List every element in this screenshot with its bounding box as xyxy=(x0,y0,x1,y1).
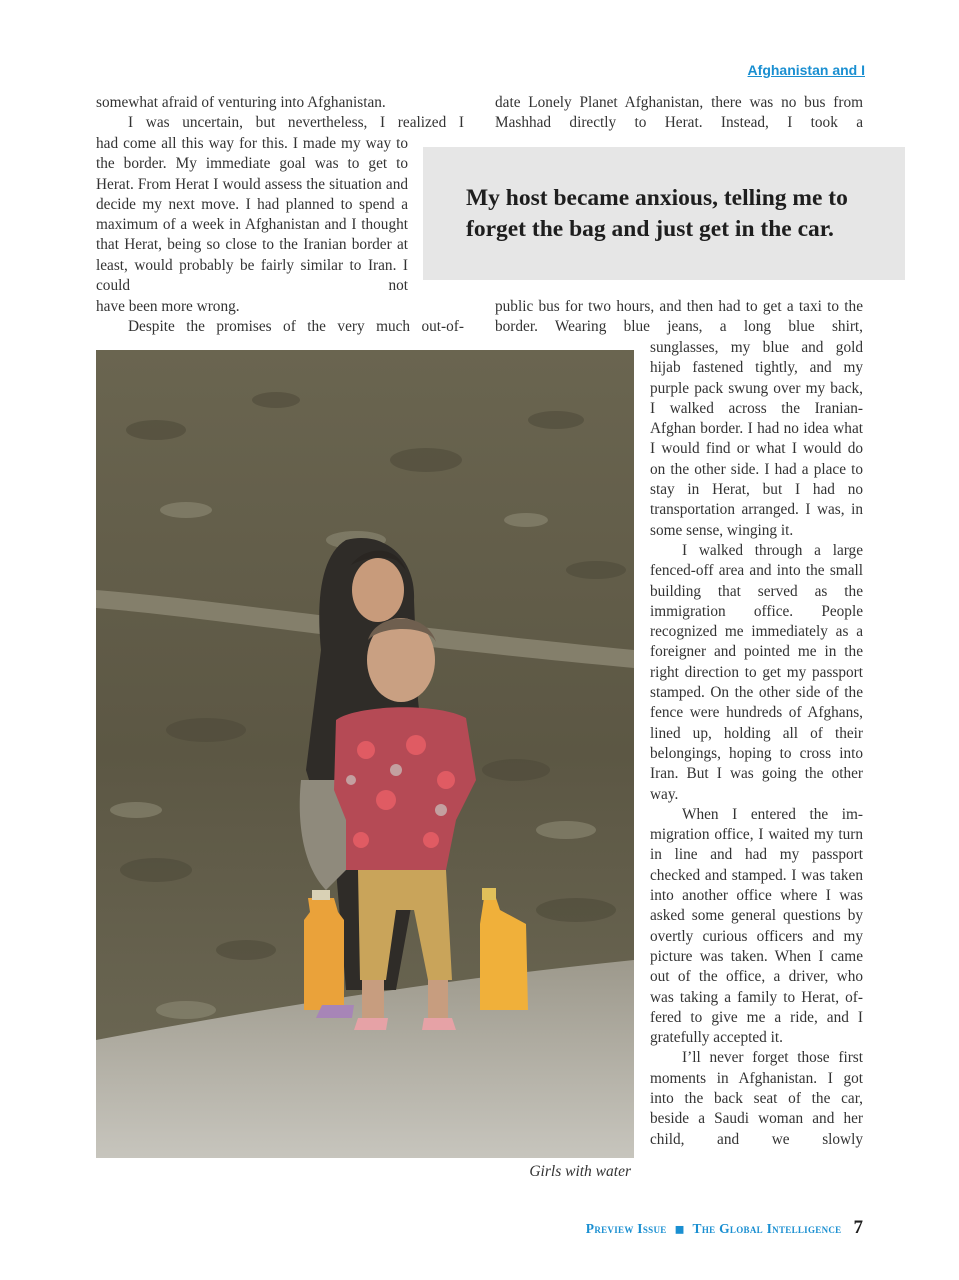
left-column-wrapped xyxy=(96,134,408,296)
body-line: somewhat afraid of venturing into Afghanistan. xyxy=(96,94,386,111)
left-column-end xyxy=(96,297,464,338)
body-paragraph: I walked through a large fenced-off area and into the small building that served as the immigration office. People recognized me immediately as a foreigner and pointed me in the right direction to get my passport stamped. On the other side of the fence were hundreds of Afghans, lined up, holding all of their belongings, hoping to cross into Iran. But I was going the other way. xyxy=(650,541,863,803)
running-head: Afghanistan and I xyxy=(747,62,865,78)
photo-caption: Girls with water xyxy=(529,1163,631,1180)
right-column-side xyxy=(650,338,863,1150)
body-paragraph: public bus for two hours, and then had to get a taxi to the border. Wearing blue jeans, a long blue shirt, xyxy=(495,298,863,336)
page-number: 7 xyxy=(853,1217,863,1238)
body-line: have been more wrong. xyxy=(96,298,240,315)
body-paragraph: sunglasses, my blue and gold hijab fastened tightly, and my purple pack swung over my back, I walked across the Iranian-Afghan border. I had no idea what I would find or what I would do on the other side. I had a place to stay in Herat, but I had no transportation arranged. I was, in some sense, winging it. xyxy=(650,339,863,539)
body-paragraph: When I entered the immigration office, I waited my turn in line and had my passport checked and stamped. I was taken into another office where I was asked some general questions by overtly curious officers and my picture was taken. When I came out of the office, a driver, who was taking a family to Herat, offered to give me a ride, and I gratefully accepted it. xyxy=(650,805,863,1047)
body-line: I was uncertain, but nevertheless, I realized I xyxy=(128,114,464,132)
page-footer xyxy=(586,1217,863,1239)
left-column-top xyxy=(96,93,464,134)
body-paragraph: date Lonely Planet Afghanistan, there was no bus from Mashhad directly to Herat. Instead, I took a xyxy=(495,94,863,132)
right-column-top xyxy=(495,93,863,134)
photo-illustration xyxy=(96,350,634,1158)
footer-issue: Preview Issue xyxy=(585,1221,667,1236)
body-paragraph: I’ll never forget those first moments in Afghanistan. I got into the back seat of the car, beside a Saudi woman and her child, and we slowly xyxy=(650,1049,863,1148)
photo-girls-with-water xyxy=(96,350,634,1158)
right-column-mid xyxy=(495,297,863,338)
pull-quote-box xyxy=(423,147,905,280)
pull-quote-text: My host became anxious, telling me to forget the bag and just get in the car. xyxy=(466,185,848,242)
footer-publication: The Global Intelligence xyxy=(692,1221,842,1236)
body-line: Despite the promises of the very much out-of- xyxy=(128,318,464,336)
body-paragraph: had come all this way for this. I made my way to the border. My immediate goal was to get to Herat. From Herat I would assess the situation and decide my next move. I had planned to spend a maximum of a week in Afghanistan and I thought that Herat, being so close to the Iranian border at least, would probably be fairly similar to Iran. I could not xyxy=(96,135,408,295)
footer-separator-icon: ◼ xyxy=(674,1222,685,1236)
